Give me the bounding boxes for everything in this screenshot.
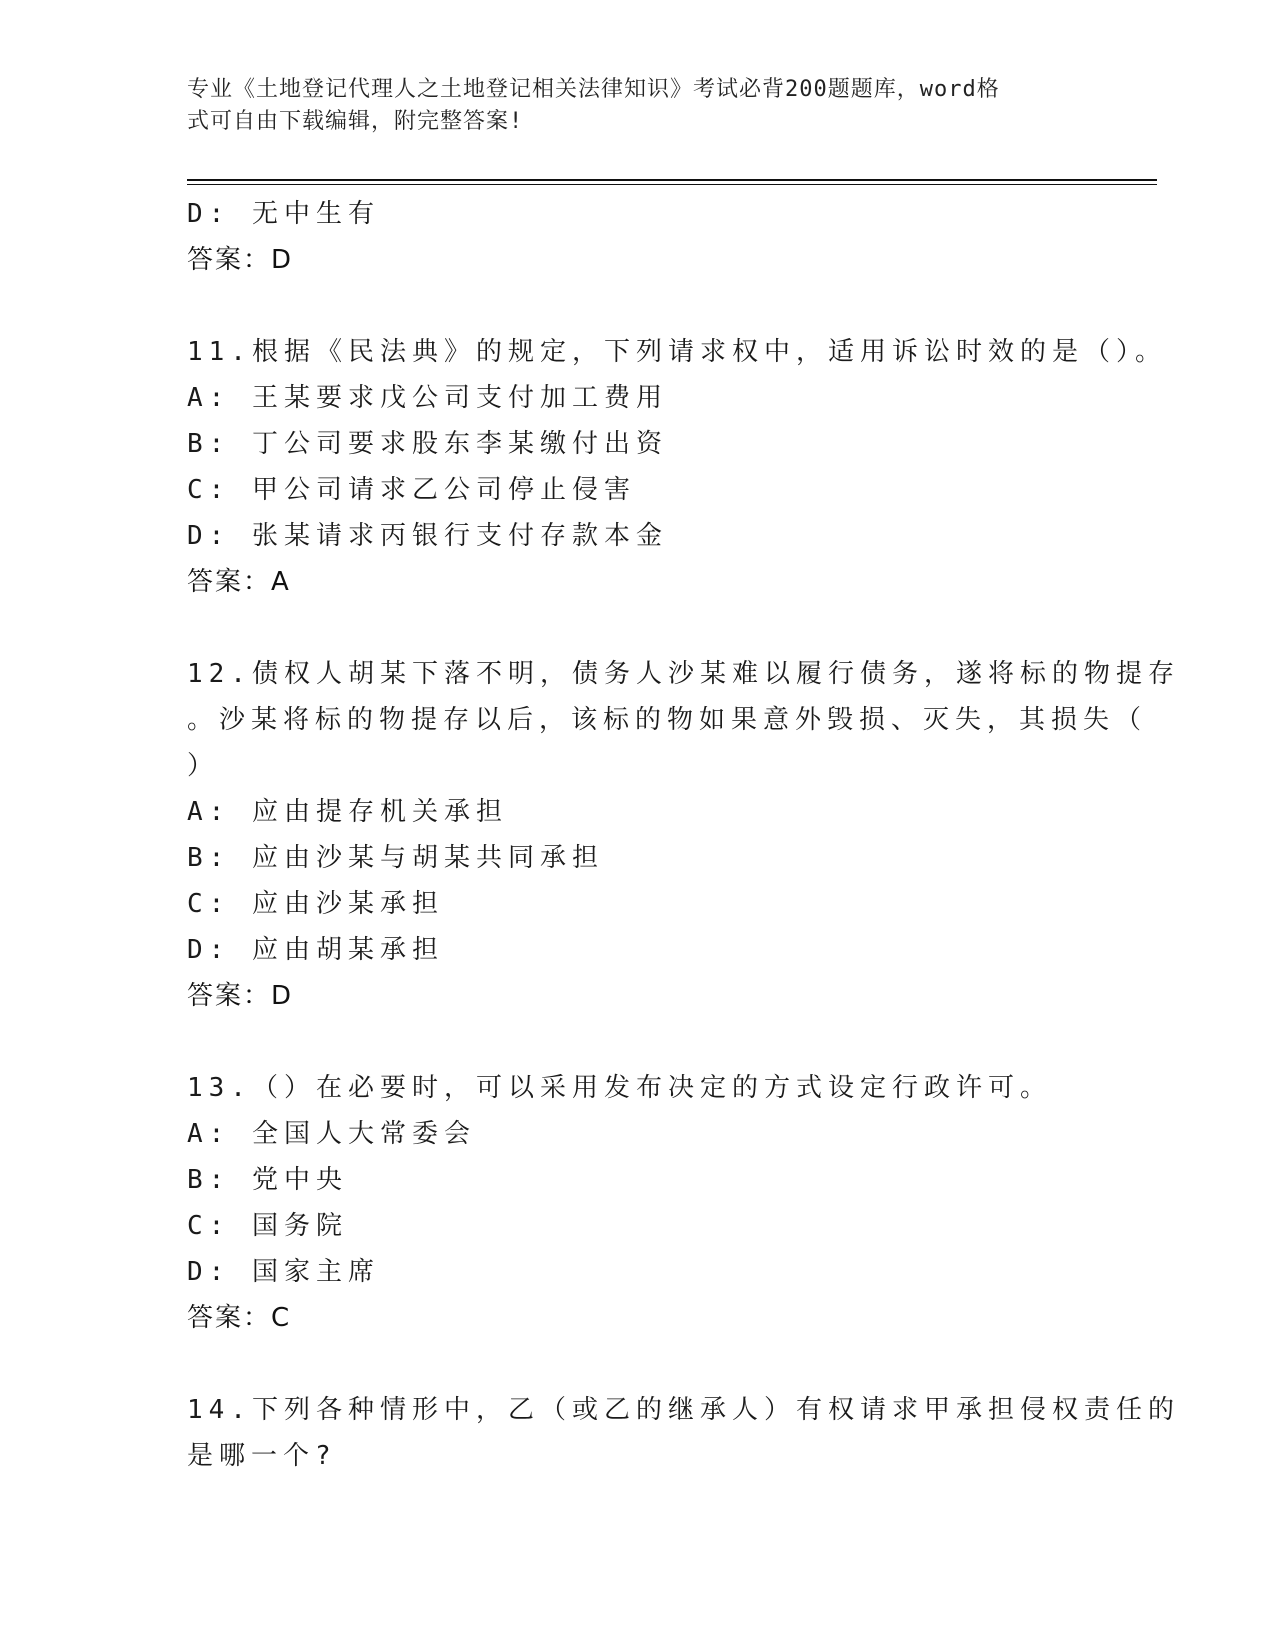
answer-line: 答案：A <box>187 567 291 597</box>
option-b: B: 党中央 <box>187 1165 348 1195</box>
document-header <box>187 74 1067 138</box>
stem-line: 13.（）在必要时，可以采用发布决定的方式设定行政许可。 <box>187 1073 1052 1103</box>
question-stem-12 <box>187 651 1180 789</box>
answer-line: 答案：D <box>187 981 294 1011</box>
option-a: A: 全国人大常委会 <box>187 1119 476 1149</box>
stem-line: 11.根据《民法典》的规定，下列请求权中，适用诉讼时效的是（）。 <box>187 337 1167 367</box>
option-a: A: 王某要求戊公司支付加工费用 <box>187 383 668 413</box>
option-a: A: 应由提存机关承担 <box>187 797 508 827</box>
header-rule-thick <box>187 179 1157 181</box>
option-c: C: 甲公司请求乙公司停止侵害 <box>187 475 636 505</box>
spacer <box>187 605 1087 651</box>
option-d: D: 国家主席 <box>187 1257 380 1287</box>
spacer <box>187 1341 1087 1387</box>
stem-line: 14.下列各种情形中，乙（或乙的继承人）有权请求甲承担侵权责任的 <box>187 1395 1180 1425</box>
question-stem-14 <box>187 1387 1180 1479</box>
option-d: D: 张某请求丙银行支付存款本金 <box>187 521 668 551</box>
option-b: B: 应由沙某与胡某共同承担 <box>187 843 604 873</box>
header-line-1: 专业《土地登记代理人之土地登记相关法律知识》考试必背200题题库，word格 <box>187 77 1000 102</box>
option-c: C: 国务院 <box>187 1211 348 1241</box>
stem-line: 。沙某将标的物提存以后，该标的物如果意外毁损、灭失，其损失（ <box>187 705 1148 735</box>
answer-line: 答案：D <box>187 245 294 275</box>
document-body <box>187 191 1180 1479</box>
header-line-2: 式可自由下载编辑，附完整答案! <box>187 109 524 134</box>
option-c: C: 应由沙某承担 <box>187 889 444 919</box>
option-d: D: 应由胡某承担 <box>187 935 444 965</box>
stem-line: 12.债权人胡某下落不明，债务人沙某难以履行债务，遂将标的物提存 <box>187 659 1180 689</box>
stem-line: ） <box>187 751 220 781</box>
option-b: B: 丁公司要求股东李某缴付出资 <box>187 429 668 459</box>
question-stem-13 <box>187 1065 1087 1111</box>
stem-line: 是哪一个? <box>187 1441 337 1471</box>
spacer <box>187 1019 1087 1065</box>
option-d: D: 无中生有 <box>187 199 380 229</box>
spacer <box>187 283 1087 329</box>
header-rule-thin <box>187 184 1157 185</box>
question-stem-11 <box>187 329 1167 375</box>
answer-line: 答案：C <box>187 1303 292 1333</box>
